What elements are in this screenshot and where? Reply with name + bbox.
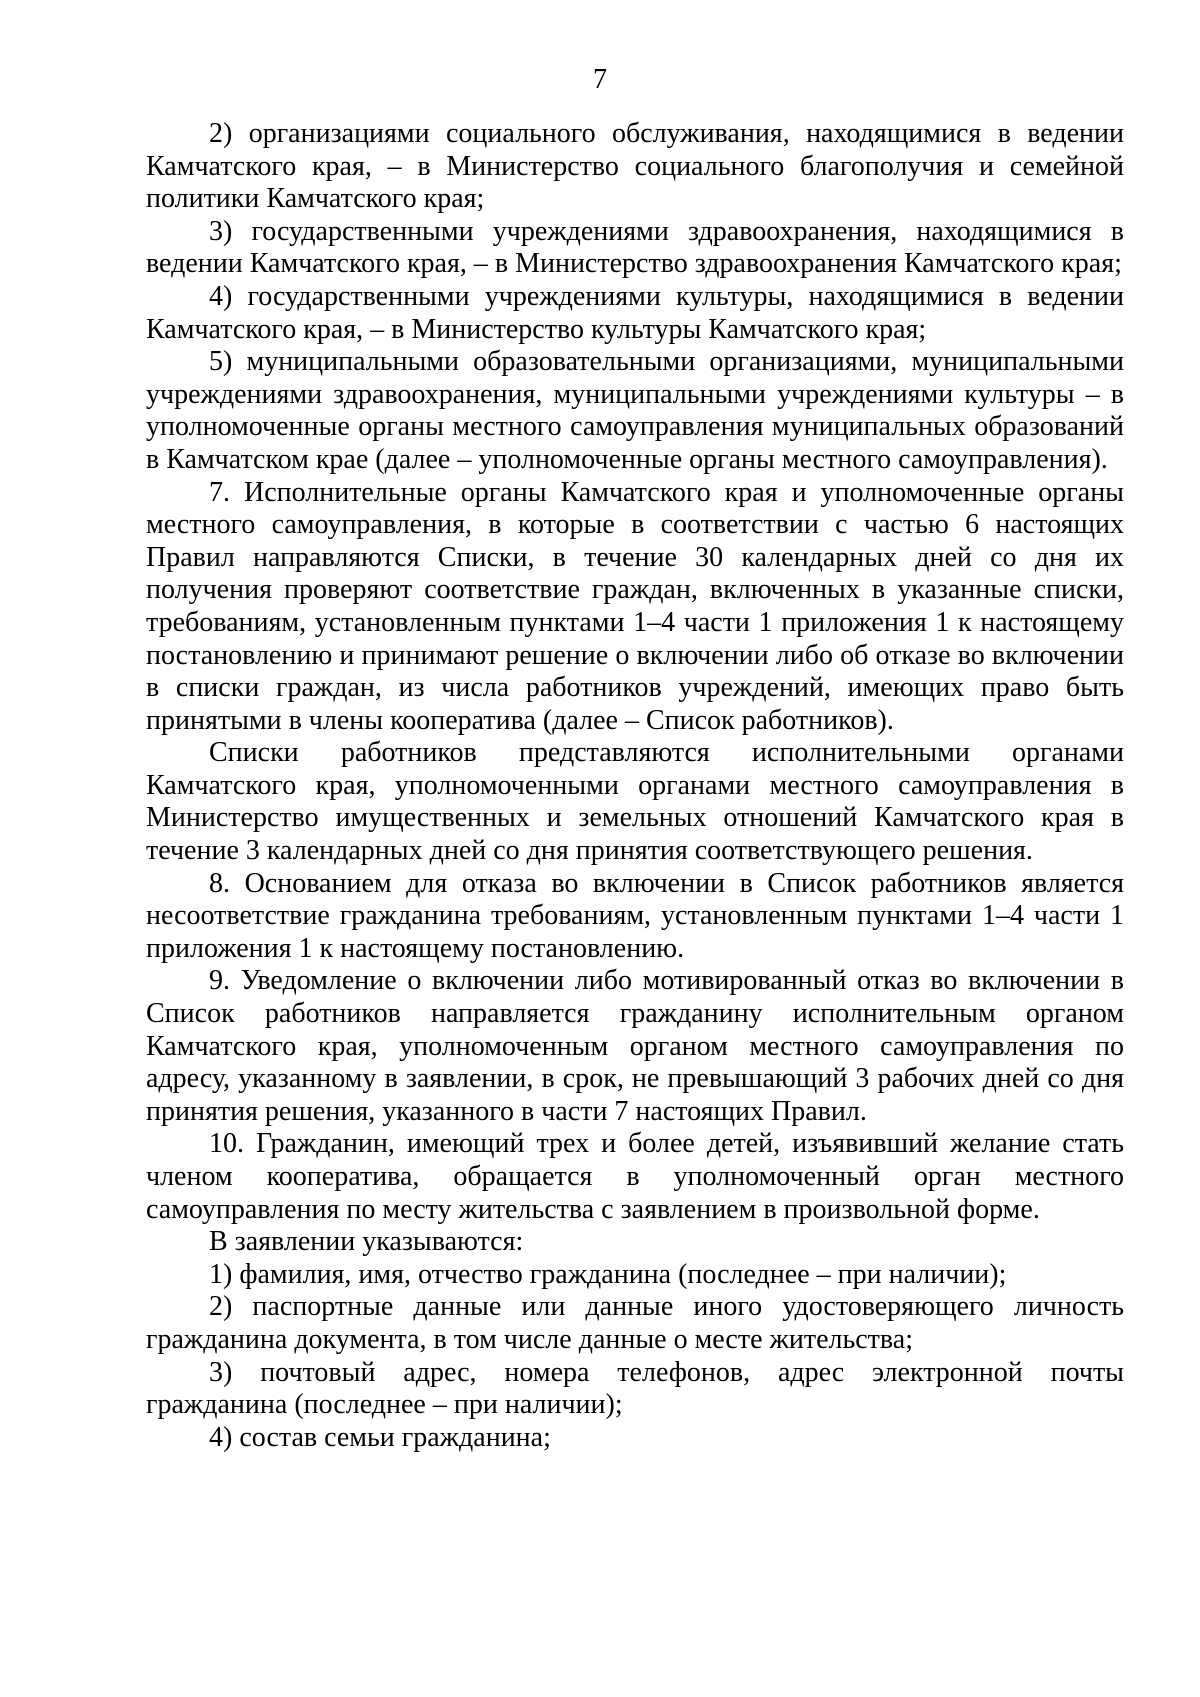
paragraph-item-5: 5) муниципальными образовательными организациями, муниципальными учреждениями здравоохранения, муниципальными учреждениями культуры – в уполномоченные органы местного самоуправления муниципальных образований в Камчатском крае (далее – уполномоченные органы местного самоуправления). [146,346,1124,475]
paragraph-section-9: 9. Уведомление о включении либо мотивированный отказ во включении в Список работников направляется гражданину исполнительным органом Камчатского края, уполномоченным органом местного самоуправления по адресу, указанному в заявлении, в срок, не превышающий 3 рабочих дней со дня принятия решения, указанного в части 7 настоящих Правил. [146,965,1124,1127]
paragraph-section-10: 10. Гражданин, имеющий трех и более детей, изъявивший желание стать членом кооператива, обращается в уполномоченный орган местного самоуправления по месту жительства с заявлением в произвольной форме. [146,1128,1124,1225]
page-number: 7 [593,64,607,95]
paragraph-application-item-2: 2) паспортные данные или данные иного удостоверяющего личность гражданина документа, в том числе данные о месте жительства; [146,1291,1124,1355]
document-body [146,118,1124,1454]
paragraph-application-item-4: 4) состав семьи гражданина; [209,1421,551,1453]
paragraph-item-3: 3) государственными учреждениями здравоохранения, находящимися в ведении Камчатского края, – в Министерство здравоохранения Камчатского края; [146,215,1124,280]
paragraph-application-intro: В заявлении указываются: [209,1226,524,1258]
paragraph-section-8: 8. Основанием для отказа во включении в Список работников является несоответствие гражданина требованиям, установленным пунктами 1–4 части 1 приложения 1 к настоящему постановлению. [146,867,1124,964]
paragraph-item-4: 4) государственными учреждениями культуры, находящимися в ведении Камчатского края, – в Министерство культуры Камчатского края; [146,280,1124,345]
paragraph-application-item-3: 3) почтовый адрес, номера телефонов, адрес электронной почты гражданина (последнее – при наличии); [146,1356,1124,1421]
paragraph-application-item-1: 1) фамилия, имя, отчество гражданина (последнее – при наличии); [209,1258,1007,1290]
paragraph-section-7: 7. Исполнительные органы Камчатского края и уполномоченные органы местного самоуправления, в которые в соответствии с частью 6 настоящих Правил направляются Списки, в течение 30 календарных дней со дня их получения проверяют соответствие граждан, включенных в указанные списки, требованиям, установленным пунктами 1–4 части 1 приложения 1 к настоящему постановлению и принимают решение о включении либо об отказе во включении в списки граждан, из числа работников учреждений, имеющих право быть принятыми в члены кооператива (далее – Список работников). [146,476,1124,736]
paragraph-item-2: 2) организациями социального обслуживания, находящимися в ведении Камчатского края, – в Министерство социального благополучия и семейной политики Камчатского края; [146,118,1124,215]
paragraph-section-7-lists: Списки работников представляются исполнительными органами Камчатского края, уполномоченными органами местного самоуправления в Министерство имущественных и земельных отношений Камчатского края в течение 3 календарных дней со дня принятия соответствующего решения. [146,737,1124,867]
